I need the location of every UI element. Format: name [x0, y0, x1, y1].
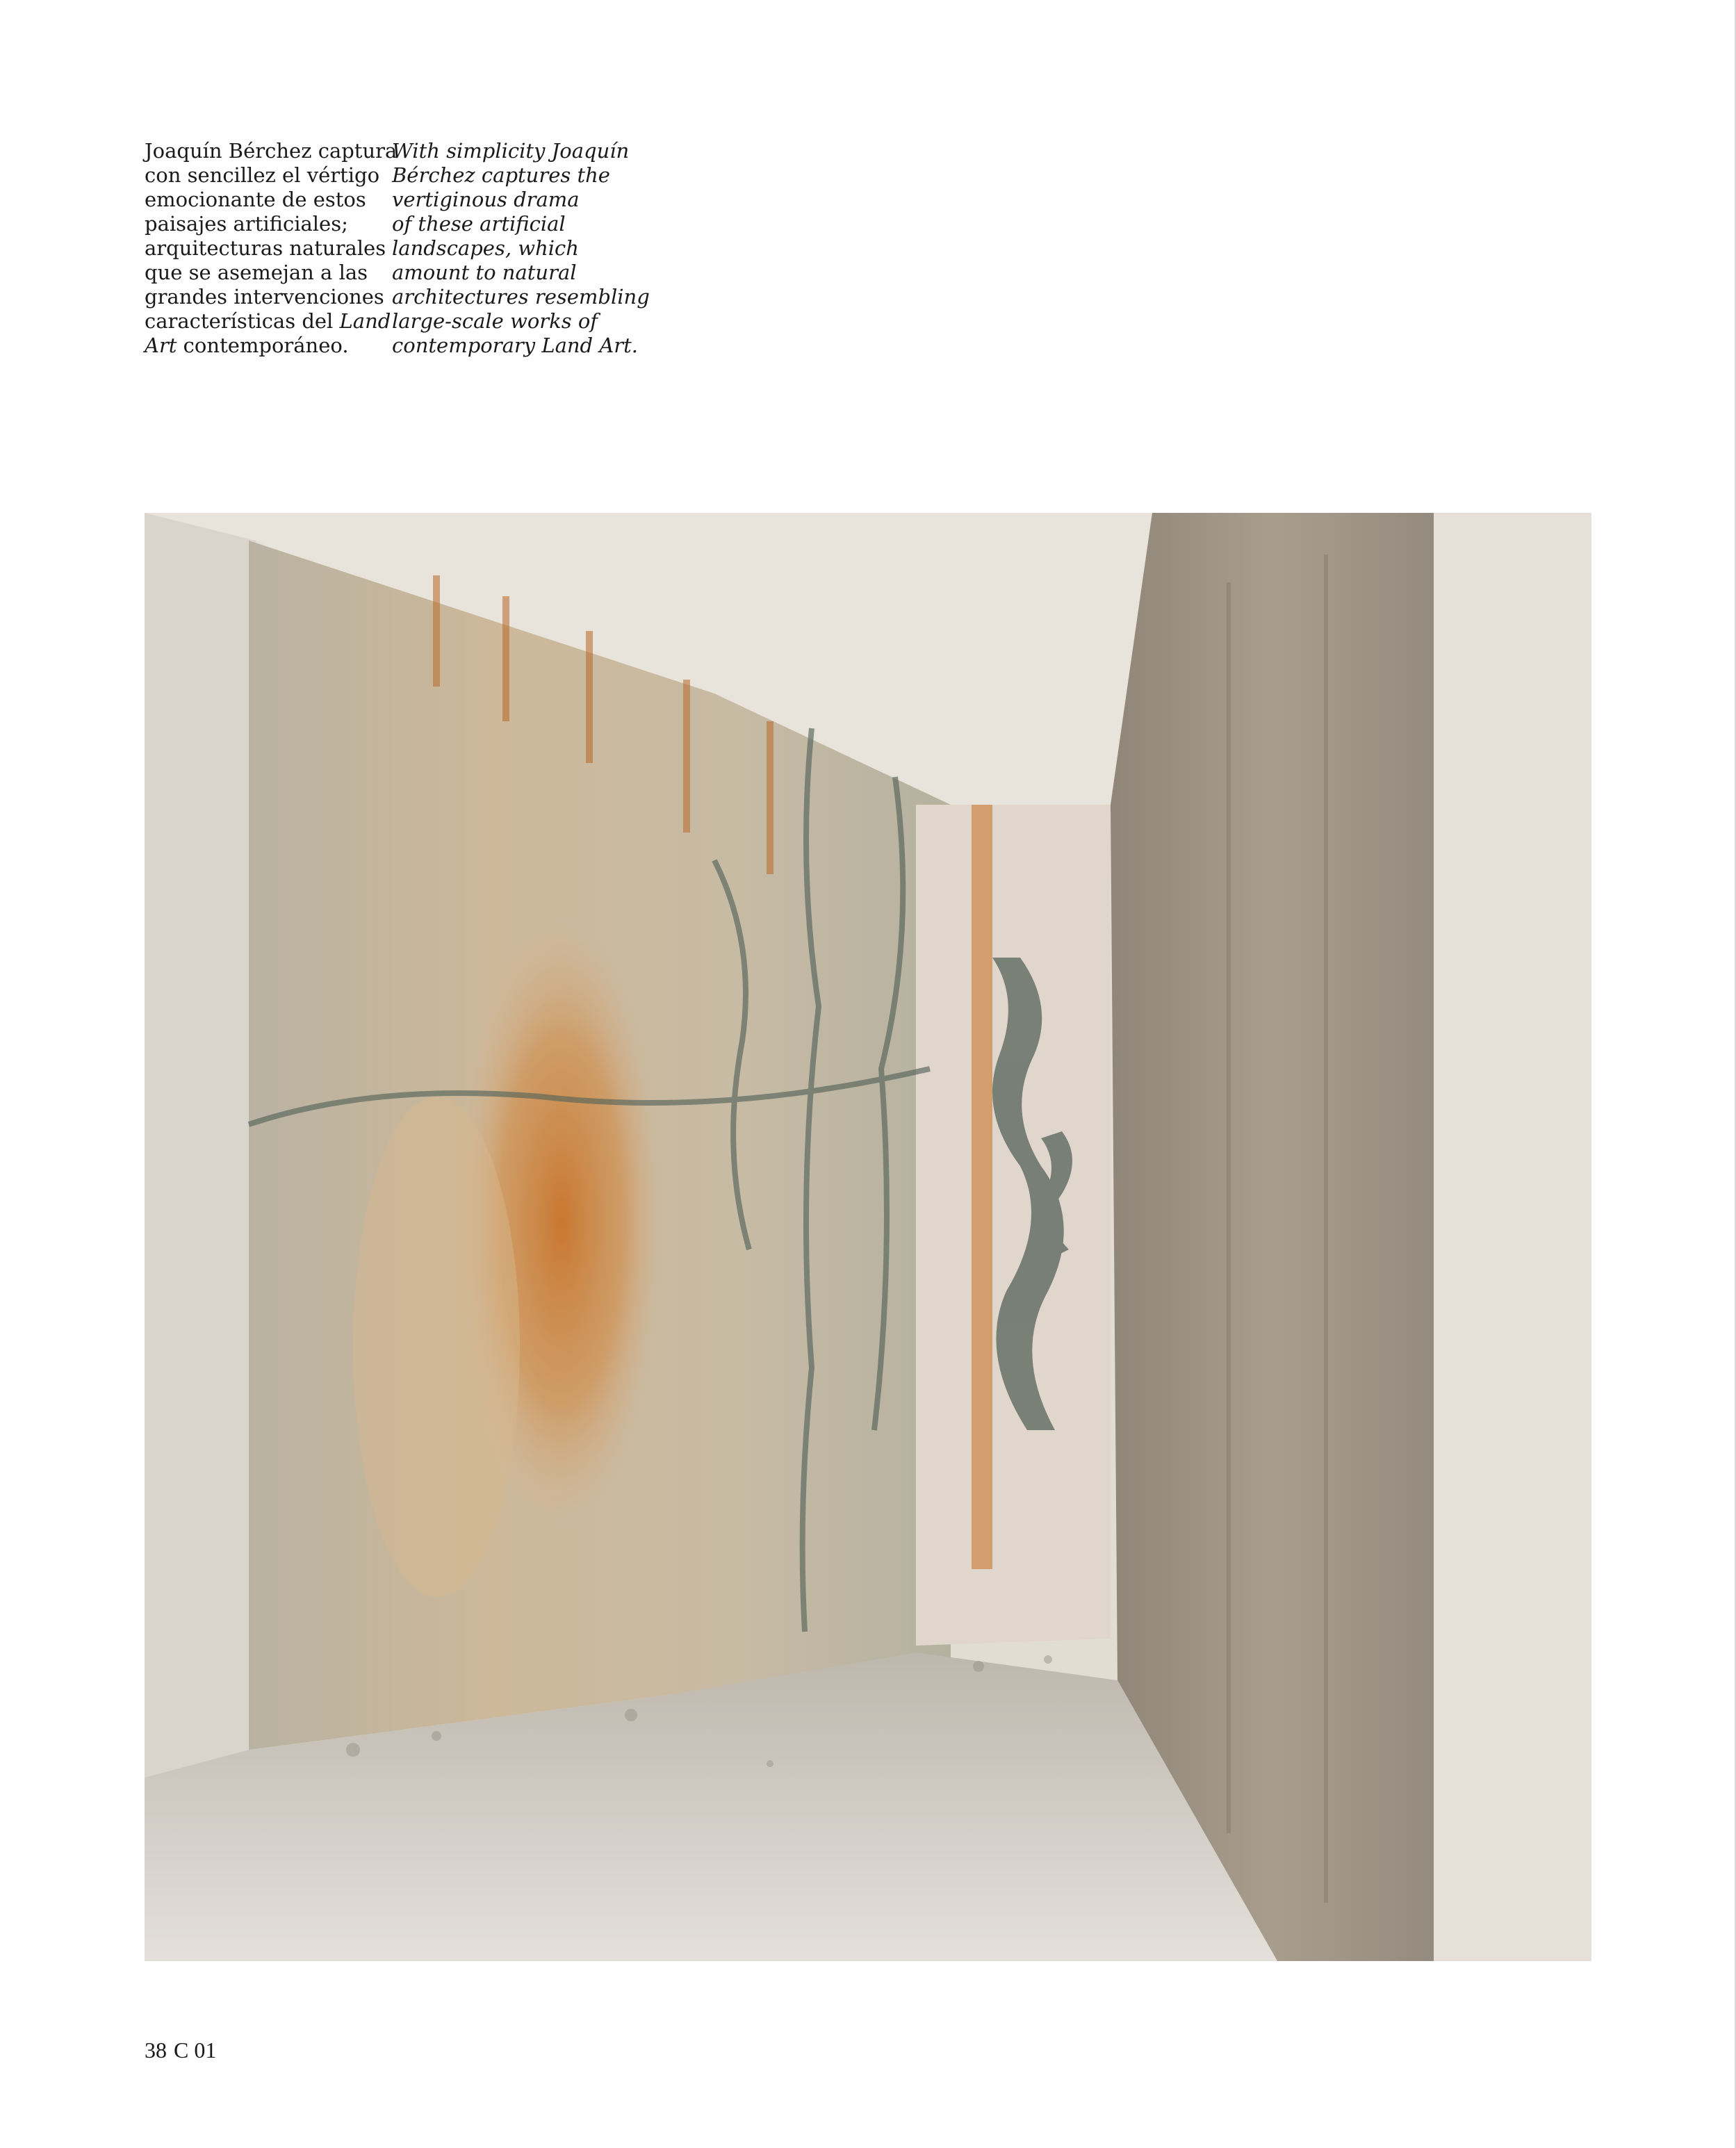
caption-line: vertiginous drama [392, 188, 580, 211]
caption-line: Joaquín Bérchez captura [145, 139, 398, 163]
page-number: 38 [145, 2038, 167, 2063]
caption-line: grandes intervenciones [145, 285, 384, 309]
caption-text: contemporáneo. [177, 334, 349, 357]
caption-line: paisajes artificiales; [145, 212, 348, 236]
caption-line: architectures resembling [392, 285, 650, 309]
caption-text: características del [145, 309, 334, 333]
caption-spanish [145, 139, 398, 358]
caption-line: contemporary Land Art. [392, 334, 639, 357]
caption-line: emocionante de estos [145, 188, 366, 211]
caption-line [145, 309, 391, 334]
caption-line: With simplicity Joaquín [392, 139, 630, 163]
caption-line: amount to natural [392, 261, 577, 284]
caption-english [392, 139, 650, 358]
section-label: C 01 [174, 2038, 217, 2063]
caption-line: arquitecturas naturales [145, 236, 386, 260]
quarry-photo [145, 513, 1591, 1961]
caption-line: landscapes, which [392, 236, 579, 260]
page-folio [145, 2036, 223, 2064]
caption-italic-term: Art [145, 334, 177, 357]
caption-line [145, 334, 367, 358]
quarry-photo-illustration [145, 513, 1591, 1961]
caption-line: con sencillez el vértigo [145, 163, 380, 187]
caption-line: Bérchez captures the [392, 163, 610, 187]
caption-line: large-scale works of [392, 309, 598, 333]
caption-italic-term: Land [339, 309, 391, 333]
caption-line: of these artificial [392, 212, 566, 236]
caption-line: que se asemejan a las [145, 261, 368, 284]
